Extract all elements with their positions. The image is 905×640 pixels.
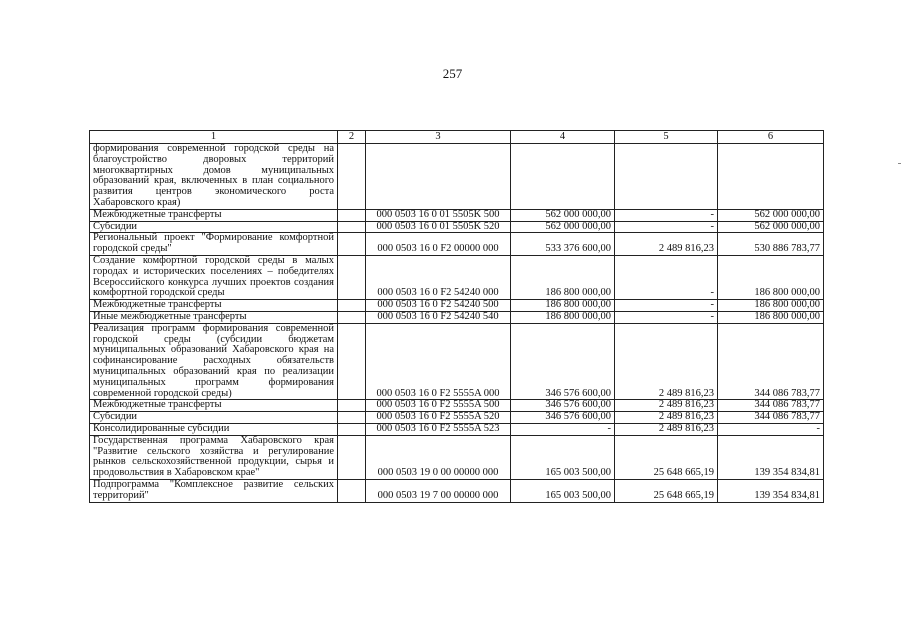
table-row (90, 144, 824, 210)
table-row (90, 479, 824, 502)
row-value-cell: 186 800 000,00 (718, 300, 824, 312)
row-code-cell (366, 144, 511, 210)
row-col2-cell (338, 144, 366, 210)
row-value-cell: 344 086 783,77 (718, 323, 824, 400)
row-value-cell: - (718, 423, 824, 435)
row-name-cell: формирования современной городской среды на благоустройство дворовых территорий многоквартирных домов муниципальных образований края, включенных в план социального развития центров экономического роста Хабаровского края) (90, 144, 338, 210)
row-value-cell: 2 489 816,23 (615, 233, 718, 256)
table-row (90, 435, 824, 479)
row-value-cell: - (615, 209, 718, 221)
row-value-cell: - (615, 300, 718, 312)
header-row (90, 131, 824, 144)
row-code-cell: 000 0503 16 0 01 5505K 520 (366, 221, 511, 233)
table-row (90, 311, 824, 323)
row-value-cell: 562 000 000,00 (511, 221, 615, 233)
row-code-cell: 000 0503 16 0 F2 5555A 520 (366, 412, 511, 424)
row-col2-cell (338, 479, 366, 502)
row-value-cell (615, 144, 718, 210)
row-value-cell: 344 086 783,77 (718, 400, 824, 412)
row-col2-cell (338, 323, 366, 400)
row-value-cell: - (615, 311, 718, 323)
row-value-cell: 165 003 500,00 (511, 479, 615, 502)
row-value-cell: 346 576 600,00 (511, 412, 615, 424)
row-value-cell: 562 000 000,00 (718, 209, 824, 221)
row-value-cell: 25 648 665,19 (615, 479, 718, 502)
row-col2-cell (338, 255, 366, 299)
row-name-cell: Межбюджетные трансферты (90, 209, 338, 221)
row-name-cell: Реализация программ формирования современной городской среды (субсидии бюджетам муниципальных образований Хабаровского края на софинансирование расходных обязательств муниципальных образований края по реализации муниципальных программ формирования современной городской среды) (90, 323, 338, 400)
row-value-cell: 2 489 816,23 (615, 412, 718, 424)
row-name-cell: Межбюджетные трансферты (90, 300, 338, 312)
table-row (90, 323, 824, 400)
table-row (90, 412, 824, 424)
table-row (90, 221, 824, 233)
row-name-cell: Субсидии (90, 221, 338, 233)
row-name-cell: Межбюджетные трансферты (90, 400, 338, 412)
row-value-cell: 25 648 665,19 (615, 435, 718, 479)
row-value-cell: - (511, 423, 615, 435)
row-value-cell: 562 000 000,00 (718, 221, 824, 233)
row-code-cell: 000 0503 16 0 01 5505K 500 (366, 209, 511, 221)
row-value-cell: 139 354 834,81 (718, 479, 824, 502)
row-col2-cell (338, 412, 366, 424)
row-value-cell: 186 800 000,00 (718, 311, 824, 323)
row-value-cell: 346 576 600,00 (511, 323, 615, 400)
row-value-cell: 2 489 816,23 (615, 423, 718, 435)
row-value-cell: 344 086 783,77 (718, 412, 824, 424)
column-header: 6 (718, 131, 824, 144)
row-code-cell: 000 0503 16 0 F2 54240 540 (366, 311, 511, 323)
scan-mark (898, 163, 901, 164)
row-col2-cell (338, 423, 366, 435)
row-name-cell: Создание комфортной городской среды в малых городах и исторических поселениях – победителях Всероссийского конкурса лучших проектов создания комфортной городской среды (90, 255, 338, 299)
row-value-cell: 346 576 600,00 (511, 400, 615, 412)
row-col2-cell (338, 209, 366, 221)
table-row (90, 423, 824, 435)
row-value-cell: 186 800 000,00 (718, 255, 824, 299)
row-code-cell: 000 0503 16 0 F2 00000 000 (366, 233, 511, 256)
row-value-cell: 186 800 000,00 (511, 300, 615, 312)
row-code-cell: 000 0503 16 0 F2 54240 000 (366, 255, 511, 299)
row-col2-cell (338, 311, 366, 323)
table-row (90, 209, 824, 221)
table-row (90, 300, 824, 312)
row-name-cell: Подпрограмма "Комплексное развитие сельских территорий" (90, 479, 338, 502)
row-value-cell: 530 886 783,77 (718, 233, 824, 256)
row-name-cell: Региональный проект "Формирование комфортной городской среды" (90, 233, 338, 256)
row-code-cell: 000 0503 16 0 F2 5555A 000 (366, 323, 511, 400)
row-value-cell: 186 800 000,00 (511, 255, 615, 299)
column-header: 1 (90, 131, 338, 144)
row-code-cell: 000 0503 16 0 F2 54240 500 (366, 300, 511, 312)
table-row (90, 400, 824, 412)
row-code-cell: 000 0503 19 7 00 00000 000 (366, 479, 511, 502)
row-col2-cell (338, 400, 366, 412)
column-header: 3 (366, 131, 511, 144)
row-name-cell: Субсидии (90, 412, 338, 424)
column-header: 4 (511, 131, 615, 144)
row-col2-cell (338, 233, 366, 256)
row-value-cell: 139 354 834,81 (718, 435, 824, 479)
row-col2-cell (338, 221, 366, 233)
row-value-cell: - (615, 255, 718, 299)
row-value-cell (718, 144, 824, 210)
budget-table (89, 130, 824, 503)
column-header: 5 (615, 131, 718, 144)
row-value-cell: 533 376 600,00 (511, 233, 615, 256)
row-value-cell: 186 800 000,00 (511, 311, 615, 323)
row-code-cell: 000 0503 16 0 F2 5555A 523 (366, 423, 511, 435)
row-value-cell: 2 489 816,23 (615, 400, 718, 412)
table-row (90, 255, 824, 299)
row-value-cell: - (615, 221, 718, 233)
row-name-cell: Государственная программа Хабаровского края "Развитие сельского хозяйства и регулирование рынков сельскохозяйственной продукции, сырья и продовольствия в Хабаровском крае" (90, 435, 338, 479)
row-name-cell: Иные межбюджетные трансферты (90, 311, 338, 323)
row-value-cell: 562 000 000,00 (511, 209, 615, 221)
row-value-cell: 2 489 816,23 (615, 323, 718, 400)
row-col2-cell (338, 300, 366, 312)
row-name-cell: Консолидированные субсидии (90, 423, 338, 435)
column-header: 2 (338, 131, 366, 144)
row-code-cell: 000 0503 19 0 00 00000 000 (366, 435, 511, 479)
row-value-cell: 165 003 500,00 (511, 435, 615, 479)
row-col2-cell (338, 435, 366, 479)
row-code-cell: 000 0503 16 0 F2 5555A 500 (366, 400, 511, 412)
page-number: 257 (442, 66, 463, 81)
table-row (90, 233, 824, 256)
row-value-cell (511, 144, 615, 210)
